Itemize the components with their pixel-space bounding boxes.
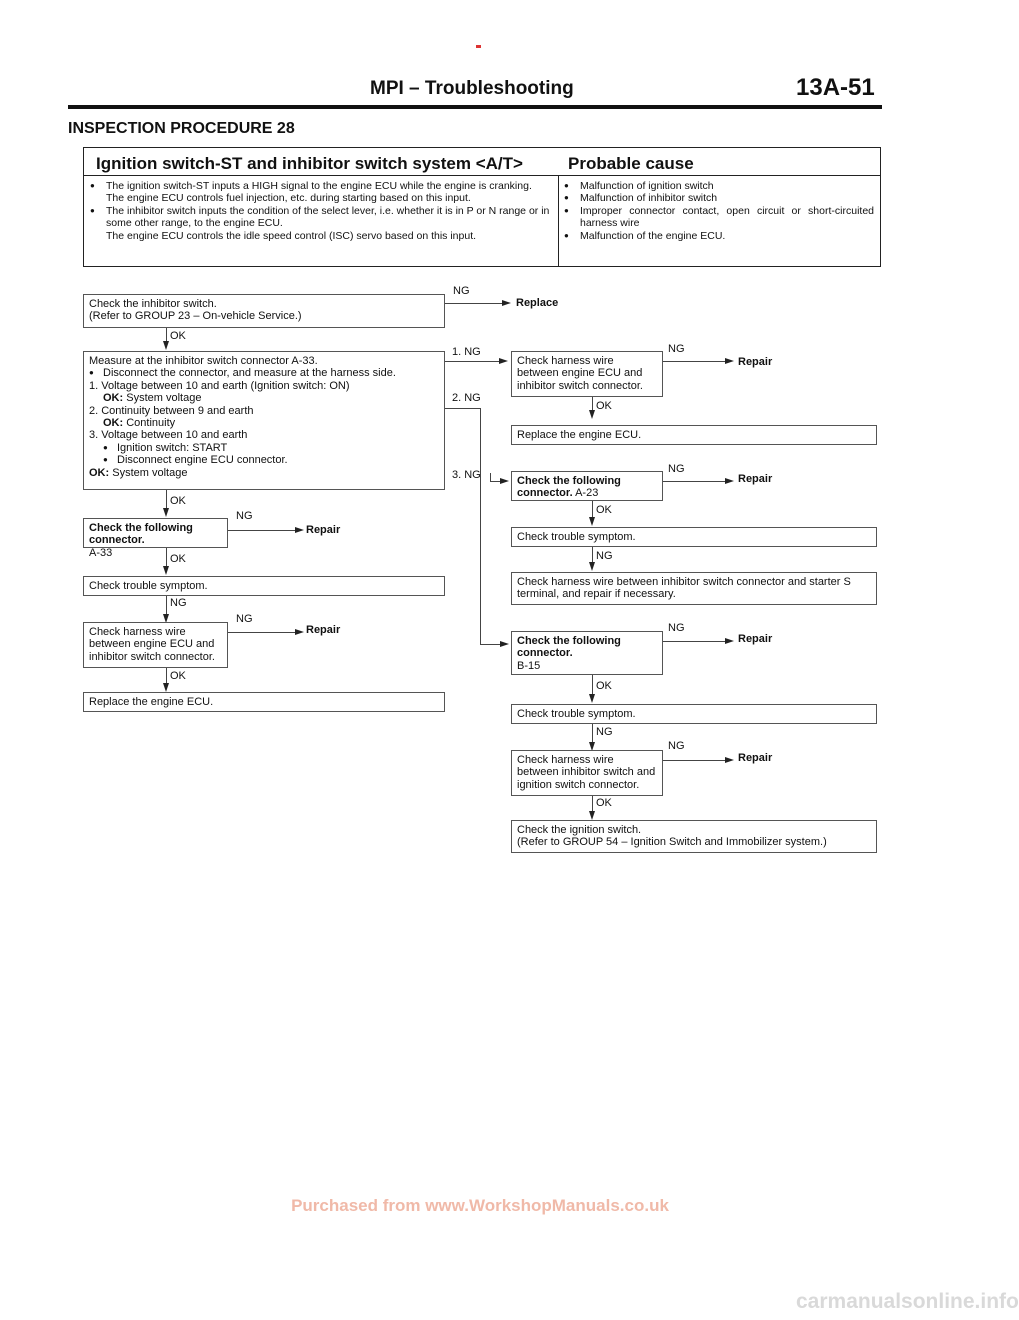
description-item: The engine ECU controls the idle speed control (ISC) servo based on this input. <box>106 229 477 242</box>
check-trouble-symptom-box-r2: Check trouble symptom. <box>511 704 877 724</box>
flow-line <box>228 530 295 531</box>
flow-line <box>592 724 593 744</box>
ng-label: NG <box>236 510 253 522</box>
arrow-down-icon <box>589 562 595 571</box>
step-text: Check the inhibitor switch. <box>89 298 217 310</box>
arrow-down-icon <box>589 517 595 526</box>
connector-id: A-33 <box>89 546 113 559</box>
arrow-down-icon <box>589 694 595 703</box>
header-mark <box>476 45 481 48</box>
connector-id: A-23 <box>575 487 599 500</box>
flow-line <box>490 481 500 482</box>
step-text: ● Disconnect the connector, and measure at the harness side. <box>89 367 439 379</box>
ok-label: OK <box>596 797 612 809</box>
flow-line <box>480 408 481 644</box>
check-ignition-switch-box <box>511 820 877 853</box>
ng-label: NG <box>668 463 685 475</box>
description-item: The engine ECU controls fuel injection, etc. during starting based on this input. <box>106 192 471 205</box>
flow-line <box>166 596 167 616</box>
check-harness-ecu-inhibitor-box-r: Check harness wire between engine ECU and inhibitor switch connector. <box>511 351 663 397</box>
branch-1-label: 1. NG <box>452 346 481 358</box>
page-number: 13A-51 <box>796 74 875 101</box>
step-text: 1. Voltage between 10 and earth (Ignition switch: ON) <box>89 379 350 392</box>
cause-item: ● Malfunction of ignition switch <box>562 180 874 192</box>
ng-label: NG <box>668 622 685 634</box>
step-text: Continuity <box>126 417 176 430</box>
step-text: Check the following connector. <box>517 635 621 660</box>
arrow-right-icon <box>295 527 304 533</box>
check-trouble-symptom-box-r1: Check trouble symptom. <box>511 527 877 547</box>
check-harness-ecu-inhibitor-box: Check harness wire between engine ECU and inhibitor switch connector. <box>83 622 228 668</box>
ng-label: NG <box>453 285 470 297</box>
arrow-down-icon <box>163 341 169 350</box>
arrow-right-icon <box>295 629 304 635</box>
replace-engine-ecu-box-r: Replace the engine ECU. <box>511 425 877 445</box>
system-description <box>88 180 552 242</box>
description-item: ● The ignition switch-ST inputs a HIGH signal to the engine ECU while the engine is cranking. <box>88 180 552 192</box>
flow-line <box>445 303 502 304</box>
repair-action: Repair <box>738 473 773 485</box>
arrow-down-icon <box>163 566 169 575</box>
purchase-footer: Purchased from www.WorkshopManuals.co.uk <box>291 1196 669 1215</box>
flow-line <box>663 641 725 642</box>
procedure-title: INSPECTION PROCEDURE 28 <box>68 120 295 137</box>
step-text: (Refer to GROUP 54 – Ignition Switch and Immobilizer system.) <box>517 836 827 849</box>
cause-item: ● Malfunction of the engine ECU. <box>562 230 874 242</box>
flow-line <box>480 644 500 645</box>
ok-key: OK: <box>103 417 124 430</box>
repair-action: Repair <box>738 356 773 368</box>
ok-label: OK <box>596 504 612 516</box>
ok-label: OK <box>170 553 186 565</box>
flow-line <box>166 328 167 341</box>
ng-label: NG <box>668 740 685 752</box>
ok-key: OK: <box>103 392 124 405</box>
ok-label: OK <box>596 400 612 412</box>
ng-label: NG <box>170 597 187 609</box>
repair-action: Repair <box>738 633 773 645</box>
arrow-right-icon <box>725 757 734 763</box>
arrow-down-icon <box>163 508 169 517</box>
ok-key: OK: <box>89 466 110 479</box>
cause-item: ● Malfunction of inhibitor switch <box>562 192 874 204</box>
arrow-right-icon <box>725 478 734 484</box>
step-text: (Refer to GROUP 23 – On-vehicle Service.) <box>89 310 302 323</box>
check-harness-starter-box: Check harness wire between inhibitor switch connector and starter S terminal, and repair if necessary. <box>511 572 877 605</box>
connector-id: B-15 <box>517 659 541 672</box>
repair-action: Repair <box>306 524 341 536</box>
flow-line <box>592 501 593 518</box>
check-connector-a23-box <box>511 471 663 501</box>
arrow-right-icon <box>500 641 509 647</box>
arrow-down-icon <box>589 811 595 820</box>
check-trouble-symptom-box: Check trouble symptom. <box>83 576 445 596</box>
ng-label: NG <box>596 550 613 562</box>
ng-label: NG <box>236 613 253 625</box>
ok-label: OK <box>596 680 612 692</box>
step-text: 3. Voltage between 10 and earth <box>89 429 248 442</box>
arrow-right-icon <box>500 478 509 484</box>
flow-line <box>592 547 593 563</box>
step-text: Check the following connector. <box>89 522 193 547</box>
branch-2-label: 2. NG <box>452 392 481 404</box>
probable-cause-heading: Probable cause <box>568 154 694 173</box>
ng-label: NG <box>668 343 685 355</box>
flow-line <box>445 408 480 409</box>
table-divider <box>84 175 880 176</box>
header-rule <box>68 105 882 109</box>
flow-line <box>445 361 499 362</box>
arrow-right-icon <box>502 300 511 306</box>
step-text: System voltage <box>112 466 188 479</box>
arrow-right-icon <box>725 638 734 644</box>
replace-action: Replace <box>516 297 559 309</box>
flow-line <box>663 361 725 362</box>
arrow-down-icon <box>589 410 595 419</box>
ok-label: OK <box>170 330 186 342</box>
branch-3-label: 3. NG <box>452 469 481 481</box>
arrow-down-icon <box>163 683 169 692</box>
flow-line <box>490 473 491 481</box>
replace-engine-ecu-box: Replace the engine ECU. <box>83 692 445 712</box>
arrow-right-icon <box>725 358 734 364</box>
probable-cause-list <box>562 180 874 242</box>
cause-item: ● Improper connector contact, open circuit or short-circuited harness wire <box>562 205 874 230</box>
flow-line <box>166 490 167 510</box>
flow-line <box>592 397 593 410</box>
repair-action: Repair <box>306 624 341 636</box>
description-item: ● The inhibitor switch inputs the condition of the select lever, i.e. whether it is in P or N range or in some other range, to the engine ECU. <box>88 205 552 230</box>
step-text: Measure at the inhibitor switch connector A-33. <box>89 355 318 367</box>
arrow-right-icon <box>499 358 508 364</box>
check-harness-ignition-box: Check harness wire between inhibitor switch and ignition switch connector. <box>511 750 663 796</box>
ng-label: NG <box>596 726 613 738</box>
step-text: Check the following connector. <box>517 475 621 500</box>
flow-line <box>166 548 167 568</box>
ok-label: OK <box>170 670 186 682</box>
ok-label: OK <box>170 495 186 507</box>
flow-line <box>663 481 725 482</box>
watermark: carmanualsonline.info <box>796 1290 1019 1313</box>
step-text: System voltage <box>126 392 202 405</box>
page-header-title: MPI – Troubleshooting <box>370 78 574 99</box>
table-column-divider <box>558 175 559 267</box>
flow-line <box>663 760 725 761</box>
step-text: ● Disconnect engine ECU connector. <box>103 454 439 466</box>
step-text: 2. Continuity between 9 and earth <box>89 404 254 417</box>
repair-action: Repair <box>738 752 773 764</box>
check-inhibitor-switch-box <box>83 294 445 328</box>
step-text: Check the ignition switch. <box>517 824 642 836</box>
system-heading: Ignition switch-ST and inhibitor switch system <A/T> <box>96 154 523 173</box>
check-connector-b15-box <box>511 631 663 675</box>
measure-inhibitor-connector-box <box>83 351 445 490</box>
flow-line <box>592 675 593 695</box>
cause-table <box>83 147 881 267</box>
step-text: ● Ignition switch: START <box>103 442 439 454</box>
flow-line <box>228 632 295 633</box>
